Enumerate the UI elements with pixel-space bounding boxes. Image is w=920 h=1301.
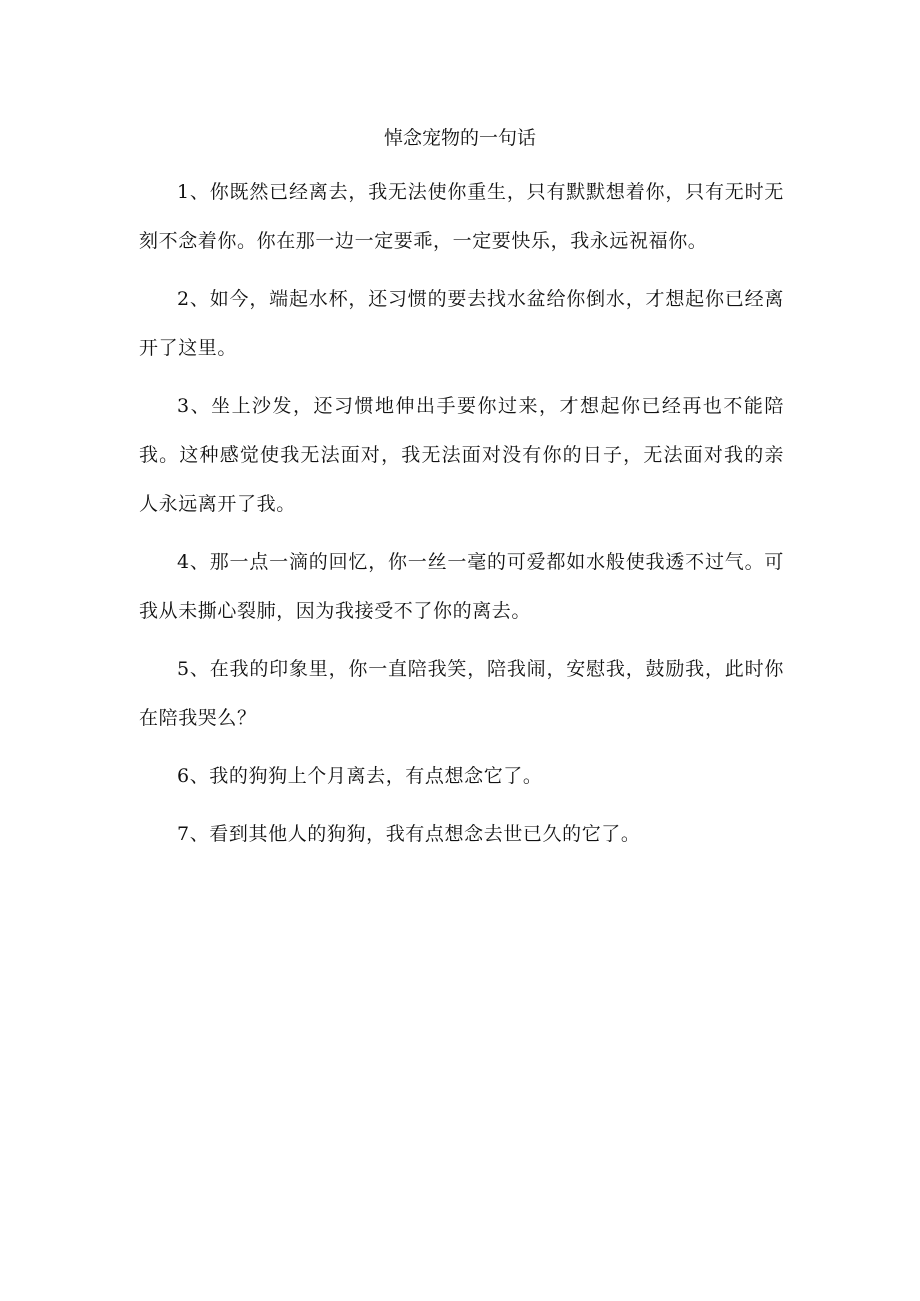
- paragraph-5: 5、在我的印象里，你一直陪我笑，陪我闹，安慰我，鼓励我，此时你在陪我哭么？: [139, 658, 784, 729]
- paragraph-2: 2、如今，端起水杯，还习惯的要去找水盆给你倒水，才想起你已经离开了这里。: [139, 288, 784, 359]
- paragraph-1: 1、你既然已经离去，我无法使你重生，只有默默想着你，只有无时无刻不念着你。你在那一边一定要乖，一定要快乐，我永远祝福你。: [139, 181, 784, 252]
- paragraph-4: 4、那一点一滴的回忆，你一丝一毫的可爱都如水般使我透不过气。可我从未撕心裂肺，因为我接受不了你的离去。: [139, 551, 784, 622]
- document-title: 悼念宠物的一句话: [383, 127, 536, 149]
- paragraph-3: 3、坐上沙发，还习惯地伸出手要你过来，才想起你已经再也不能陪我。这种感觉使我无法面对，我无法面对没有你的日子，无法面对我的亲人永远离开了我。: [139, 395, 784, 515]
- document-body: [139, 168, 784, 868]
- paragraph-6: 6、我的狗狗上个月离去，有点想念它了。: [177, 765, 543, 787]
- paragraph-7: 7、看到其他人的狗狗，我有点想念去世已久的它了。: [177, 823, 641, 845]
